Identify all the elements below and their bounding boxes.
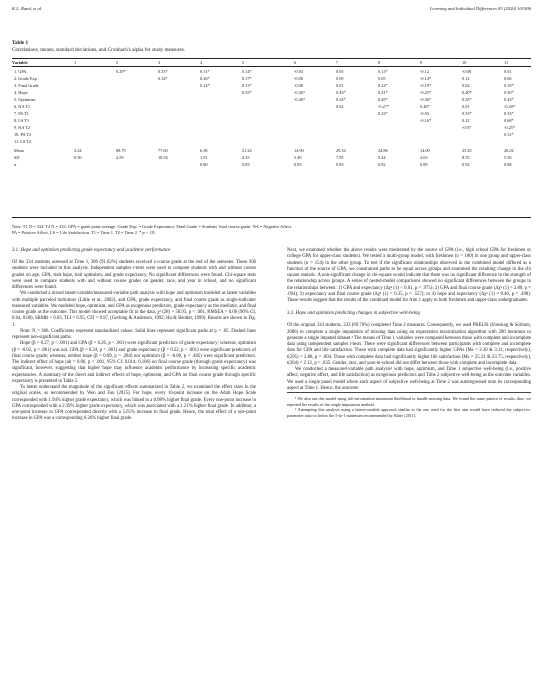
table-cell: -0.16* [420, 118, 432, 123]
table-cell: 0.46* [420, 104, 430, 109]
table-cell: 4.63 [420, 155, 428, 160]
table-cell: 0.19* [504, 83, 514, 88]
table-cell: 5.44 [378, 155, 386, 160]
table-cell: 6.38 [200, 148, 208, 153]
table-cell: 0.11* [200, 69, 210, 74]
table-cell: 25.45 [462, 148, 472, 153]
table-cell: 0.82 [378, 162, 386, 167]
table-header-cell: 3 [158, 60, 161, 65]
table-cell: 0.13* [242, 83, 252, 88]
running-header-authors: K.L. Rand, et al. [12, 6, 43, 11]
table-note-line1: Note: T1 N = 334. T2 N = 233. GPA = grade point average. Grade Exp. = Grade Expectancy. Final Grade = Students' final course grade. NA = Negative Affect. [12, 224, 293, 229]
table-note [12, 224, 531, 236]
table-row-label: α [14, 162, 17, 167]
table-row-label: 11. LS T2 [14, 139, 32, 144]
table-cell: 0.09 [336, 76, 344, 81]
paragraph: We conducted a measured-variable path analysis² with hope, optimism, and Time 1 subjective well-being (i.e., positive affect, negative affect, and life satisfaction) as exogenous predictors and Time 2 subjective well-being as the outcome variables. We used a single panel model where each aspect of subjective well-being at Time 2 was autoregressed onto its corresponding aspect at Time 1. Hence, the outcome [287, 367, 531, 391]
table-header-cell: 5 [242, 60, 245, 65]
table-cell: -0.20* [504, 104, 516, 109]
paragraph: To better understand the magnitude of the significant effects summarized in Table 2, we examined the effect sizes in the original scales, as recommended by Wen and Fan (2015). For hope, every 10-point increase on the Adult Hope Scale corresponded with 1.94% higher grade expectancy, which was linked to a 0.98% higher final grade. Every one-point increase in GPA corresponded with a 2.39% higher grade expectancy, which was associated with a 1.21% higher final grade. In addition, a one-point increase in GPA corresponded directly with a 5.05% increase in final grade. Hence, the total effect of a one-point increase in GPA was a corresponding 6.26% higher final grade. [12, 385, 256, 422]
table-cell: 0.29* [116, 69, 126, 74]
table-header-cell: 4 [200, 60, 203, 65]
table-cell: 29.34 [336, 148, 346, 153]
table-cell: 5.49 [294, 155, 302, 160]
right-column [287, 248, 531, 418]
table-cell: 0.31* [504, 132, 514, 137]
table-cell: -0.36* [420, 97, 432, 102]
table-row-label: 5. Optimism [14, 97, 36, 102]
paragraph: Of the original 334 students, 233 (69.76%) completed Time 2 measures. Consequently, we used PRELIS (Jöreskog & Sörbom, 2006) to complete a single imputation of missing data using an expectation maximization algorithm with 200 iterations to generate a single imputed dataset.¹ The means of Time 1 variables were compared between those with complete and incomplete data using independent samples t-tests. There were significant differences between participants with complete and incomplete data for GPA and life satisfaction. Those with complete data had significantly higher GPAs (Ms = 3.30 & 3.11, respectively), t(295) = 2.88, p = .004. Those with complete data had significantly higher life satisfaction (Ms = 25.31 & 23.75, respectively), t(304) = 2.12, p = .035. Gender, race, and year-in-school did not differ between those with complete and incomplete data. [287, 323, 531, 366]
table-cell: 0.33* [158, 69, 168, 74]
table-cell: 14.90 [294, 148, 304, 153]
paragraph: We conducted a mixed latent-variable/measured-variable path analysis with hope and optimism modeled as latent variables with multiple parceled indicators (Little et al., 2002), and GPA, grade expectancy, and final course grade as single-indicator measured variables. We modeled hope, optimism, and GPA as exogenous predictors, grade expectancy as the mediator, and final course grade as the outcome. This model showed acceptable fit to the data, χ² (28) = 58.93, p < .001, RMSEA = 0.06 (90% CI, 0.04, 0.08), SRMR = 0.03, TLI = 0.95, CFI = 0.97, (Gerbing & Anderson, 1992; Hu & Bentler, 1999). Results are shown in Fig. 1. [12, 291, 256, 328]
table-row-label: 10. PA T2 [14, 132, 32, 137]
table-cell: 0.23* [378, 111, 388, 116]
table-cell: 77.60 [158, 148, 168, 153]
left-column [12, 248, 256, 423]
table-header-cell: Variable [12, 60, 28, 65]
table-cell: -0.12 [420, 69, 429, 74]
table-cell: 0.45* [378, 97, 388, 102]
table-row-label: Mean [14, 148, 24, 153]
table-cell: -0.40* [294, 97, 306, 102]
table-cell: 0.12 [462, 118, 470, 123]
table-cell: 0.50* [504, 90, 514, 95]
table-cell: 0.40* [462, 90, 472, 95]
table-cell: 0.83 [294, 162, 302, 167]
table-cell: 0.01 [462, 104, 470, 109]
table-cell: 0.22* [378, 83, 388, 88]
table-cell: 0.89 [420, 162, 428, 167]
table-cell: 0.34* [336, 97, 346, 102]
table-cell: 10.54 [158, 155, 168, 160]
table-cell: -0.14* [420, 76, 432, 81]
table-label: Table 1 [12, 40, 29, 46]
table-header-cell: 6 [294, 60, 297, 65]
table-cell: 0.41* [378, 90, 388, 95]
correlation-table [12, 58, 531, 218]
table-row-label: 7. PA T1 [14, 111, 29, 116]
table-cell: 0.34* [158, 76, 168, 81]
section-heading-3-2: 3.2. Hope and optimism predicting changes in subjective well-being [287, 311, 420, 317]
table-row-label: 3. Final Grade [14, 83, 39, 88]
table-row-label: 9. NA T2 [14, 125, 31, 130]
running-header [12, 6, 531, 16]
table-header-cell: 2 [116, 60, 119, 65]
table-caption-text: Correlations, means, standard deviations, and Cronbach's alpha for study measures. [12, 47, 186, 53]
paragraph: Next, we examined whether the above results were moderated by the source of GPA (i.e., high school GPA for freshmen or college GPA for upper-class students). We tested a multi-group model, with freshmen (n = 180) in one group and upper-class students (n = 154) in the other group. To test if the significant relationships observed in the combined model differed as a function of the source of GPA, we constrained paths to be equal across groups and examined the resulting change in the chi square statistic. A non-significant change in chi-square would indicate that there was no significant difference in the strength of the relationship across groups. A series of nested-model comparisons showed no significant differences between the groups in the relationships between: 1) GPA and expectancy (Δχ² (1) < 0.01, p = .975); 2) GPA and final course grade (Δχ² (1) = 2.80, p = .094); 3) expectancy and final course grade (Δχ² (1) = 0.35, p = .557); or 4) hope and expectancy (Δχ² (1) = 0.46, p = .498). These results suggest that the results of the combined model for Aim 1 apply to both freshmen and upper-class undergraduates. [287, 248, 531, 303]
table-cell: 0.50 [74, 155, 82, 160]
table-row-label: 6. NA T1 [14, 104, 31, 109]
table-cell: 0.43* [336, 90, 346, 95]
table-cell: 8.55 [462, 155, 470, 160]
table-cell: 0.53* [462, 111, 472, 116]
table-cell: 0.80 [200, 162, 208, 167]
table-cell: 0.02 [462, 83, 470, 88]
table-cell: 0.43* [504, 97, 514, 102]
table-cell: -0.07 [462, 125, 471, 130]
paragraph: Note: N = 306. Coefficients represent standardized values. Solid lines represent significant paths at p < .05. Dashed lines represent non-significant paths. [12, 328, 256, 341]
paragraph: Of the 334 students assessed at Time 1, 306 (91.62%) students received a course grade at the end of the semester. These 306 students were included in this analysis. Independent samples t-tests were used to compare students with and without course grades on age, GPA, trait hope, trait optimism, and grade expectancy. No significant differences were found. Chi-square tests were used to compare students with and without course grades on gender, race, and year in school, and no significant differences were found. [12, 260, 256, 291]
table-cell: 0.83 [336, 162, 344, 167]
paragraph: Hope (β = 0.27, p < .001) and GPA (β = 0.26, p < .001) were significant predictors of grade expectancy; whereas, optimism (β = -0.02, p = .861) was not. GPA (β = 0.24, p < .001) and grade expectancy (β = 0.22, p < .001) were significant predictors of final course grade; whereas, neither hope (β = 0.09, p = .284) nor optimism (β = -0.06, p = .485) were significant predictors. The indirect effect of hope (ab = 0.06, p < .001, 95% CI: 0.014; 0.106) on final course grade (through grade expectancy) was significant, however, suggesting that higher hope may influence academic performance by increasing specific academic expectancies. A summary of the direct and indirect effects of hope, optimism, and GPA on final course grade through specific expectancy is presented in Table 2. [12, 341, 256, 384]
table-cell: -0.08 [462, 69, 471, 74]
table-cell: 0.13* [378, 69, 388, 74]
table-cell: 0.88 [504, 162, 512, 167]
table-cell: 14.00 [420, 148, 430, 153]
table-cell: 88.75 [116, 148, 126, 153]
table-cell: 0.05 [378, 76, 386, 81]
table-cell: 0.01 [504, 69, 512, 74]
table-row-label: 8. LS T1 [14, 118, 30, 123]
table-cell: 24.86 [378, 148, 388, 153]
table-header-cell: 8 [378, 60, 381, 65]
table-cell: -0.26* [294, 90, 306, 95]
table-header-cell: 10 [462, 60, 467, 65]
table-cell: -0.03 [294, 69, 303, 74]
table-bottom-rule [12, 217, 531, 218]
table-header-cell: 9 [420, 60, 423, 65]
table-top-rule [12, 58, 531, 59]
table-note-line2: PA = Positive Affect. LS = Life Satisfaction. T1 = Time 1. T2 = Time 2. * p < .05. [12, 230, 156, 236]
table-header-rule [12, 66, 531, 67]
table-cell: 0.05 [336, 69, 344, 74]
table-cell: 0.02 [336, 104, 344, 109]
table-row-label: 4. Hope [14, 90, 28, 95]
table-cell: 4.59 [116, 155, 124, 160]
table-row-label: 1. GPA [14, 69, 27, 74]
running-header-journal: Learning and Individual Differences 83 (2020) 101906 [429, 6, 531, 11]
table-cell: -0.08 [294, 83, 303, 88]
table-cell: 0.12 [462, 76, 470, 81]
table-cell: 0.68* [504, 118, 514, 123]
table-cell: 4.35 [242, 155, 250, 160]
table-cell: 0.06 [504, 76, 512, 81]
table-cell: -0.27* [378, 104, 390, 109]
table-cell: 0.14* [200, 83, 210, 88]
footnote-1: ¹ We also ran this model using full-information maximum likelihood to handle missing data. We found the same pattern of results, thus, we reported the results of the single imputation method. [287, 392, 531, 407]
table-cell: 0.35* [462, 97, 472, 102]
table-cell: -0.25* [420, 90, 432, 95]
table-header-cell: 7 [336, 60, 339, 65]
table-cell: 1.01 [200, 155, 208, 160]
table-row-label: SD [14, 155, 20, 160]
table-cell: 0.26* [200, 76, 210, 81]
table-cell: 7.95 [336, 155, 344, 160]
table-cell: -0.03 [420, 111, 429, 116]
table-header-cell: 11 [504, 60, 509, 65]
table-cell: 0.17* [242, 76, 252, 81]
table-cell: -0.19* [420, 83, 432, 88]
table-row-label: 2. Grade Exp. [14, 76, 38, 81]
section-heading-3-1: 3.1. Hope and optimism predicting grade expectancy and academic performance [12, 248, 171, 253]
table-cell: 0.55* [242, 90, 252, 95]
table-cell: 21.24 [242, 148, 252, 153]
table-cell: 5.56 [504, 155, 512, 160]
footnote-2: ² Attempting this analysis using a latent-variable approach similar to the one used for the first aim would have reduced the subject-to-parameter ratio to below the 5-to-1 minimum recommended by Kline (2011). [287, 407, 531, 418]
table-cell: 0.83 [242, 162, 250, 167]
table-cell: 0.14* [242, 69, 252, 74]
table-cell: 0.92 [462, 162, 470, 167]
table-cell: -0.25* [504, 125, 516, 130]
table-cell: 0.33* [504, 111, 514, 116]
table-header-cell: 1 [74, 60, 77, 65]
table-caption [12, 40, 185, 54]
table-cell: 0.01 [336, 83, 344, 88]
table-cell: 26.02 [504, 148, 514, 153]
table-cell: -0.06 [294, 76, 303, 81]
table-cell: 3.24 [74, 148, 82, 153]
